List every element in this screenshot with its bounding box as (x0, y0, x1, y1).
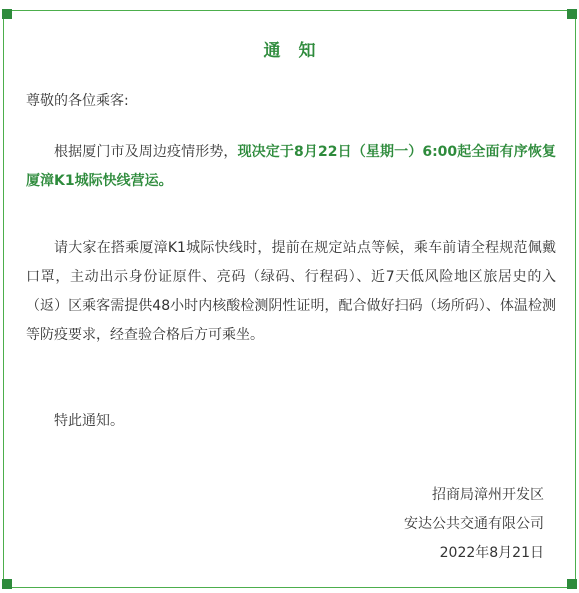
paragraph-requirements: 请大家在搭乘厦漳K1城际快线时，提前在规定站点等候，乘车前请全程规范佩戴口罩，主动出示身份证原件、亮码（绿码、行程码）、近7天低风险地区旅居史的入（返）区乘客需提供48小时内核酸检测阴性证明，配合做好扫码（场所码）、体温检测等防疫要求，经查验合格后方可乘坐。 (26, 240, 556, 343)
signatory-company: 安达公共交通有限公司 (404, 516, 544, 532)
corner-decoration-top-right (567, 9, 577, 19)
corner-decoration-bottom-left (2, 579, 12, 589)
notice-date: 2022年8月21日 (439, 545, 544, 561)
notice-title: 通 知 (263, 41, 322, 61)
notice-frame (3, 10, 576, 588)
greeting: 尊敬的各位乘客: (26, 93, 129, 109)
paragraph-announcement (26, 138, 556, 196)
signatory-organization: 招商局漳州开发区 (432, 487, 544, 503)
announcement-highlight: 现决定于8月22日（星期一）6:00起全面有序恢复厦漳K1城际快线营运。 (26, 144, 557, 189)
announcement-text: 根据厦门市及周边疫情形势， (54, 144, 238, 160)
closing-text: 特此通知。 (54, 413, 124, 429)
corner-decoration-top-left (2, 9, 12, 19)
corner-decoration-bottom-right (567, 579, 577, 589)
